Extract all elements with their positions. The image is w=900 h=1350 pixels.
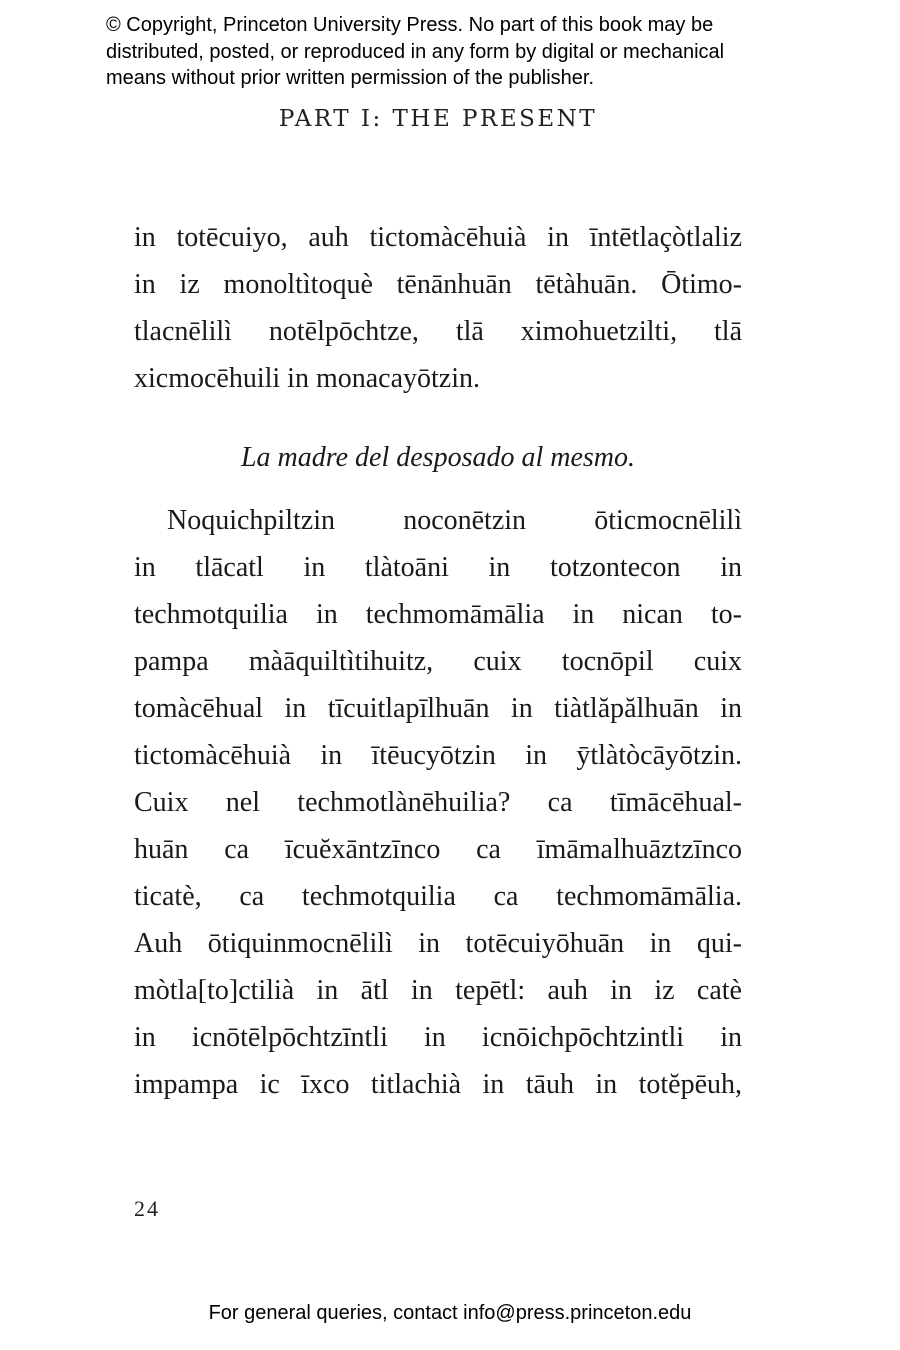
- text-line: in totēcuiyo, auh tictomàcēhuià in īntētlaçòtlaliz: [134, 222, 742, 253]
- text-line: huān ca īcuĕxāntzīnco ca īmāmalhuāztzīnco: [134, 834, 742, 865]
- text-line: pampa màāquiltìtihuitz, cuix tocnōpil cuix: [134, 646, 742, 677]
- text-line: ticatè, ca techmotquilia ca techmomāmālia.: [134, 881, 742, 912]
- text-line: in tlācatl in tlàtoāni in totzontecon in: [134, 552, 742, 583]
- text-line: in icnōtēlpōchtzīntli in icnōichpōchtzintli in: [134, 1022, 742, 1053]
- text-line: Noquichpiltzin noconētzin ōticmocnēlilì: [167, 505, 742, 536]
- copyright-notice: [106, 12, 826, 92]
- page-number: 24: [134, 1196, 160, 1221]
- copyright-line: means without prior written permission of the publisher.: [106, 67, 595, 89]
- paragraph-1: [134, 214, 742, 402]
- copyright-line: distributed, posted, or reproduced in any form by digital or mechanical: [106, 40, 725, 63]
- text-line: xicmocēhuili in monacayōtzin.: [134, 363, 481, 394]
- text-line: mòtla[to]ctilià in ātl in tepētl: auh in iz catè: [134, 975, 742, 1006]
- text-line: Cuix nel techmotlànēhuilia? ca tīmācēhual-: [134, 787, 742, 818]
- text-line: techmotquilia in techmomāmālia in nican to-: [134, 599, 742, 630]
- paragraph-2: [134, 497, 742, 1108]
- text-line: Auh ōtiquinmocnēlilì in totēcuiyōhuān in qui-: [134, 928, 742, 959]
- running-head: PART I: THE PRESENT: [278, 106, 598, 132]
- text-line: in iz monoltìtoquè tēnānhuān tētàhuān. Ōtimo-: [134, 269, 742, 300]
- text-line: tlacnēlilì notēlpōchtze, tlā ximohuetzilti, tlā: [134, 316, 742, 347]
- text-line: tictomàcēhuià in ītēucyōtzin in ȳtlàtòcāyōtzin.: [134, 740, 742, 771]
- section-subheading: La madre del desposado al mesmo.: [240, 442, 636, 473]
- text-line: tomàcēhual in tīcuitlapīlhuān in tiàtlăpălhuān in: [134, 693, 742, 724]
- text-line: impampa ic īxco titlachià in tāuh in totĕpēuh,: [134, 1069, 742, 1100]
- copyright-line: © Copyright, Princeton University Press. No part of this book may be: [106, 14, 714, 36]
- contact-footer: For general queries, contact info@press.princeton.edu: [208, 1302, 692, 1324]
